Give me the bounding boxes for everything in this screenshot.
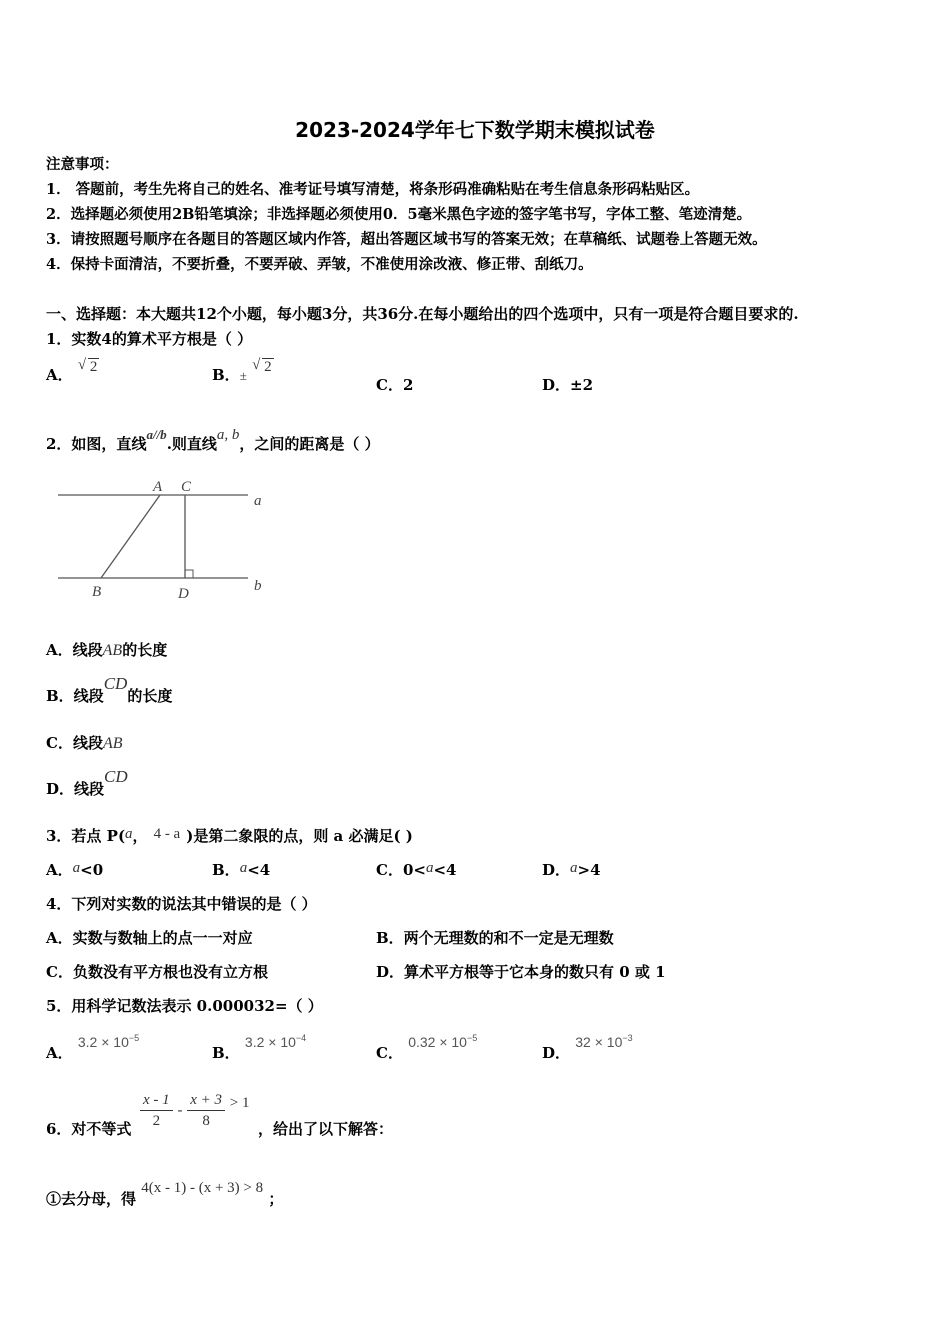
q6-step1: ①去分母，得 4(x - 1) - (x + 3) > 8 ； [46,1180,284,1208]
q4-option-c: C．负数没有平方根也没有立方根 [46,963,268,981]
right-angle-mark [185,570,193,578]
q5-option-a: A． $3.2 \times 10^{-5}$ [46,1033,140,1062]
label-b: b [254,578,262,594]
section-heading: 一、选择题：本大题共12个小题，每小题3分，共36分.在每小题给出的四个选项中，只有一项是符合题目要求的. [46,305,799,323]
q5-option-d: D． $32 \times 10^{-3}$ [542,1033,633,1062]
sqrt-symbol: √ 2 [77,357,98,375]
sqrt-symbol: √ 2 [252,357,272,375]
q6-stem-label: 6．对不等式 [46,1120,132,1138]
notice-item-3: 3．请按照题号顺序在各题目的答题区域内作答，超出答题区域书写的答案无效；在草稿纸、试题卷上答题无效。 [46,231,767,248]
q3-stem: 3．若点 P(a， 4 - a )是第二象限的点，则 a 必满足( ) [46,826,413,845]
q3-option-b: B．a<4 [212,860,271,879]
q2-option-a: A．线段AB的长度 [46,641,168,659]
q1-stem: 1．实数4的算术平方根是（ ） [46,330,253,348]
q1-option-c: C．2 [376,376,414,394]
q2-option-d: D．线段CD [46,767,128,798]
q3-option-d: D．a>4 [542,860,601,879]
q4-option-a: A．实数与数轴上的点一一对应 [46,929,253,947]
q4-stem: 4．下列对实数的说法其中错误的是（ ） [46,895,317,913]
q1-option-a: A． √ 2 [46,357,98,384]
q3-option-a: A．a<0 [46,860,104,879]
label-D: D [178,586,189,602]
notice-item-4: 4．保持卡面清洁，不要折叠，不要弄破、弄皱，不准使用涂改液、修正带、刮纸刀。 [46,256,593,273]
notice-item-2: 2．选择题必须使用2B铅笔填涂；非选择题必须使用0．5毫米黑色字迹的签字笔书写，字体工整、笔迹清楚。 [46,206,752,223]
notice-item-1: 1． 答题前，考生先将自己的姓名、准考证号填写清楚，将条形码准确粘贴在考生信息条形码粘贴区。 [46,181,700,198]
q4-option-b: B．两个无理数的和不一定是无理数 [376,929,614,947]
page-title: 2023-2024学年七下数学期末模拟试卷 [295,118,655,142]
q2-option-b: B．线段CD的长度 [46,674,173,705]
q6-stem-post: ，给出了以下解答： [258,1120,394,1138]
label-B: B [92,584,102,600]
fraction-1: $\frac{x - 1}{2}$ [140,1092,173,1130]
q2-figure [50,478,280,603]
label-a: a [254,493,262,509]
label-C: C [181,479,192,495]
label-A: A [153,479,163,495]
q2-option-c: C．线段AB [46,734,123,752]
q1-option-d: D．±2 [542,376,594,394]
q1-option-b: B．± √ 2 [212,357,272,384]
q3-option-c: C．0<a<4 [376,860,457,879]
q5-option-c: C． $0.32 \times 10^{-5}$ [376,1033,478,1062]
q5-stem: 5．用科学记数法表示 0.000032=（ ） [46,997,323,1015]
q5-option-b: B． $3.2 \times 10^{-4}$ [212,1033,307,1062]
q6-inequality: $\frac{x - 1}{2}$ - $\frac{x + 3}{8}$ > 1 [140,1092,250,1130]
q2-stem: 2．如图，直线a//b.则直线a, b，之间的距离是（ ） [46,427,380,453]
segment-ab [101,495,160,578]
fraction-2: $\frac{x + 3}{8}$ [187,1092,225,1130]
q4-option-d: D．算术平方根等于它本身的数只有 0 或 1 [376,963,666,981]
notice-heading: 注意事项： [46,156,119,173]
